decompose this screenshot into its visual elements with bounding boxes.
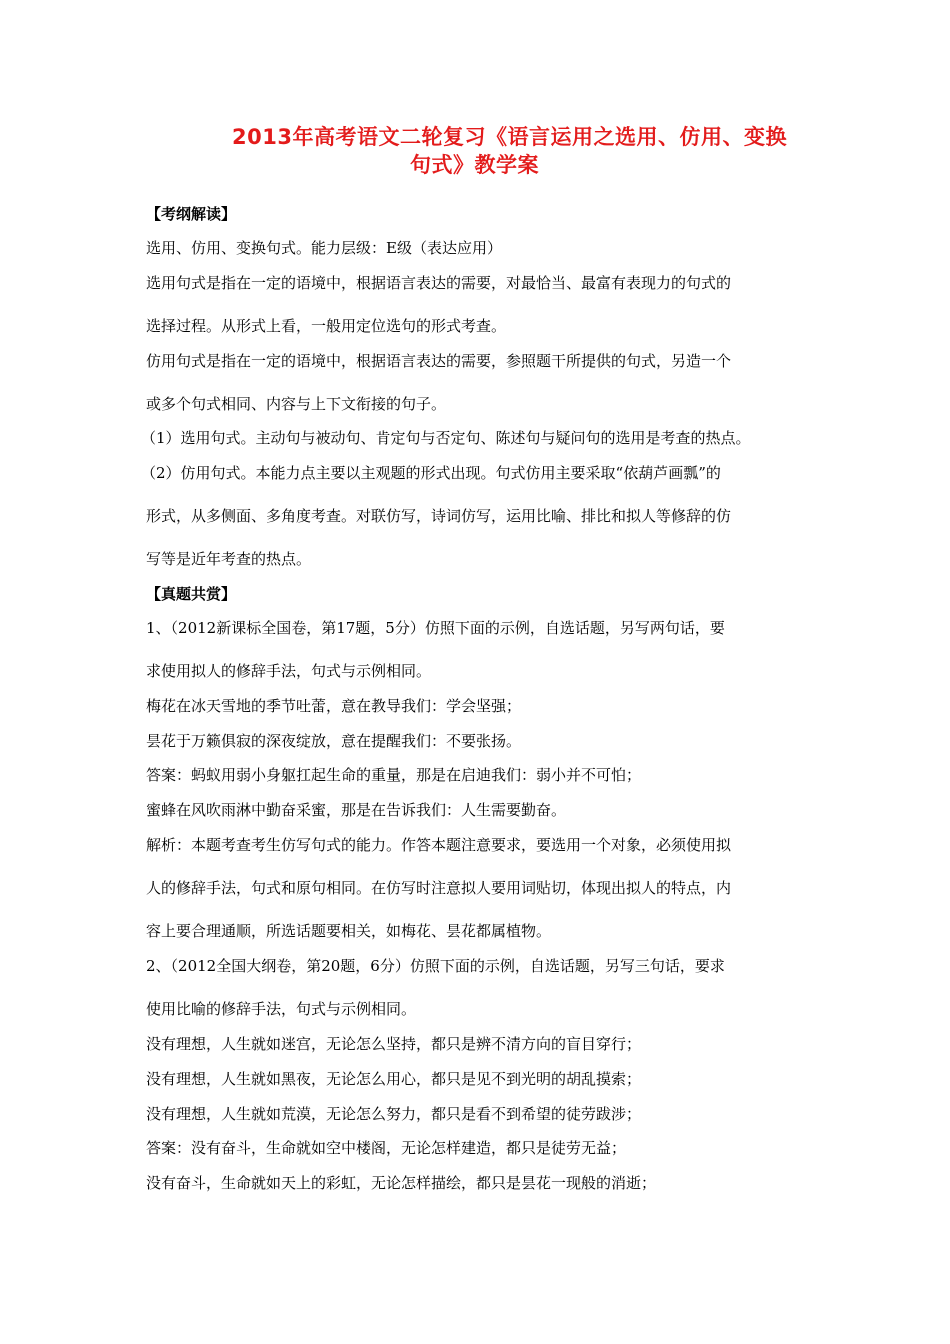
analysis-line: 解析：本题考查考生仿写句式的能力。作答本题注意要求，要选用一个对象，必须使用拟 xyxy=(146,836,732,854)
answer-line: 答案：蚂蚁用弱小身躯扛起生命的重量，那是在启迪我们：弱小并不可怕； xyxy=(146,766,642,784)
example-line: 梅花在冰天雪地的季节吐蕾，意在教导我们：学会坚强； xyxy=(146,697,522,715)
paragraph-line: 选择过程。从形式上看，一般用定位选句的形式考查。 xyxy=(146,317,507,335)
document-title xyxy=(232,123,832,179)
title-line-1: 2013年高考语文二轮复习《语言运用之选用、仿用、变换 xyxy=(232,125,787,149)
analysis-line: 人的修辞手法，句式和原句相同。在仿写时注意拟人要用词贴切，体现出拟人的特点，内 xyxy=(146,879,732,897)
answer-line: 答案：没有奋斗，生命就如空中楼阁，无论怎样建造，都只是徒劳无益； xyxy=(146,1139,627,1157)
title-line-2: 句式》教学案 xyxy=(410,153,539,177)
question-2-line: 2、（2012全国大纲卷，第20题，6分）仿照下面的示例，自选话题，另写三句话，要求 xyxy=(146,957,725,975)
example-line: 没有理想，人生就如荒漠，无论怎么努力，都只是看不到希望的徒劳跋涉； xyxy=(146,1105,642,1123)
paragraph-line: 仿用句式是指在一定的语境中，根据语言表达的需要，参照题干所提供的句式，另造一个 xyxy=(146,352,732,370)
paragraph-line: （1）选用句式。主动句与被动句、肯定句与否定句、陈述句与疑问句的选用是考查的热点。 xyxy=(141,429,751,447)
section-heading-outline: 【考纲解读】 xyxy=(146,205,237,223)
example-line: 没有理想，人生就如黑夜，无论怎么用心，都只是见不到光明的胡乱摸索； xyxy=(146,1070,642,1088)
answer-line: 蜜蜂在风吹雨淋中勤奋采蜜，那是在告诉我们：人生需要勤奋。 xyxy=(146,801,567,819)
question-1-line: 1、（2012新课标全国卷，第17题，5分）仿照下面的示例，自选话题，另写两句话，要 xyxy=(146,619,725,637)
paragraph-line: 写等是近年考查的热点。 xyxy=(146,550,312,568)
question-2-line: 使用比喻的修辞手法，句式与示例相同。 xyxy=(146,1000,417,1018)
paragraph-line: 选用、仿用、变换句式。能力层级：E级（表达应用） xyxy=(146,239,502,257)
paragraph-line: 选用句式是指在一定的语境中，根据语言表达的需要，对最恰当、最富有表现力的句式的 xyxy=(146,274,732,292)
paragraph-line: 或多个句式相同、内容与上下文衔接的句子。 xyxy=(146,395,447,413)
paragraph-line: 形式，从多侧面、多角度考查。对联仿写，诗词仿写，运用比喻、排比和拟人等修辞的仿 xyxy=(146,507,732,525)
answer-line: 没有奋斗，生命就如天上的彩虹，无论怎样描绘，都只是昙花一现般的消逝； xyxy=(146,1174,657,1192)
example-line: 没有理想，人生就如迷宫，无论怎么坚持，都只是辨不清方向的盲目穿行； xyxy=(146,1035,642,1053)
question-1-line: 求使用拟人的修辞手法，句式与示例相同。 xyxy=(146,662,432,680)
section-heading-exam: 【真题共赏】 xyxy=(146,585,237,603)
analysis-line: 容上要合理通顺，所选话题要相关，如梅花、昙花都属植物。 xyxy=(146,922,552,940)
paragraph-line: （2）仿用句式。本能力点主要以主观题的形式出现。句式仿用主要采取“依葫芦画瓢”的 xyxy=(141,464,721,482)
example-line: 昙花于万籁俱寂的深夜绽放，意在提醒我们：不要张扬。 xyxy=(146,732,522,750)
